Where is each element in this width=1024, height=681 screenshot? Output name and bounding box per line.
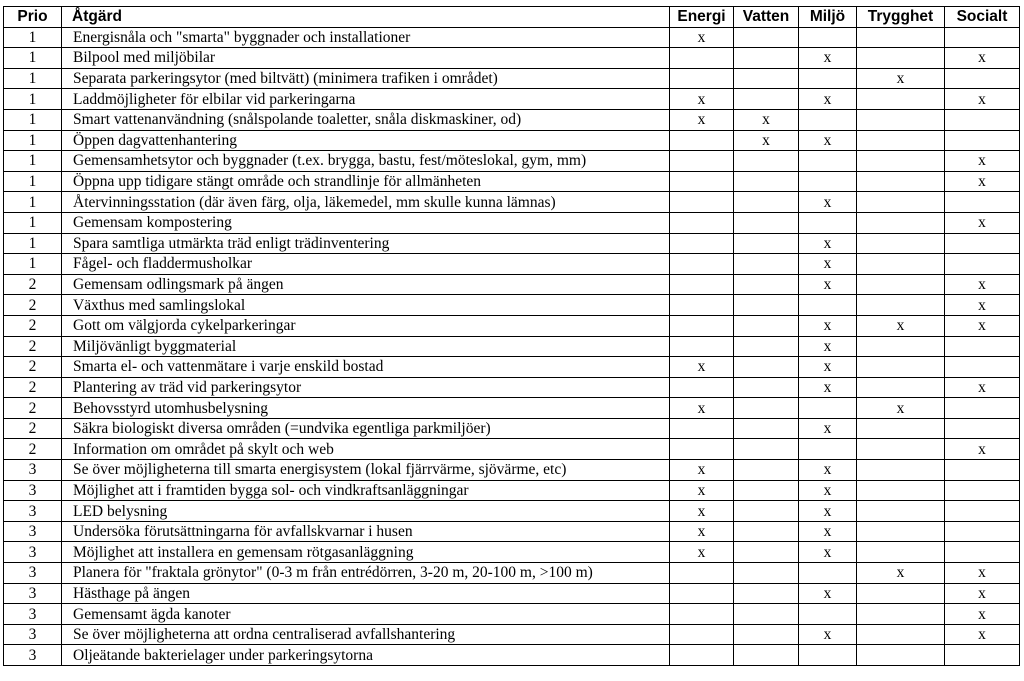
prio-cell: 1 xyxy=(4,171,62,192)
mark-cell-trygghet xyxy=(857,418,945,439)
mark-cell-miljo: x xyxy=(799,624,857,645)
mark-cell-miljo: x xyxy=(799,542,857,563)
mark-cell-trygghet xyxy=(857,254,945,275)
mark-cell-energi xyxy=(670,645,734,666)
table-row xyxy=(4,624,1020,645)
mark-cell-miljo xyxy=(799,398,857,419)
prio-cell: 3 xyxy=(4,624,62,645)
prio-cell: 3 xyxy=(4,521,62,542)
action-cell: Laddmöjligheter för elbilar vid parkeringarna xyxy=(62,89,670,110)
mark-cell-socialt xyxy=(945,109,1020,130)
mark-cell-energi: x xyxy=(670,89,734,110)
prio-cell: 3 xyxy=(4,645,62,666)
mark-cell-socialt: x xyxy=(945,171,1020,192)
mark-cell-trygghet xyxy=(857,233,945,254)
mark-cell-vatten xyxy=(734,604,799,625)
mark-cell-energi xyxy=(670,212,734,233)
mark-cell-trygghet xyxy=(857,171,945,192)
prio-cell: 1 xyxy=(4,68,62,89)
mark-cell-vatten xyxy=(734,315,799,336)
mark-cell-trygghet xyxy=(857,336,945,357)
prio-cell: 2 xyxy=(4,398,62,419)
header-row xyxy=(4,7,1020,28)
mark-cell-socialt: x xyxy=(945,89,1020,110)
mark-cell-energi xyxy=(670,130,734,151)
mark-cell-miljo xyxy=(799,68,857,89)
mark-cell-miljo xyxy=(799,604,857,625)
prio-cell: 3 xyxy=(4,542,62,563)
mark-cell-socialt: x xyxy=(945,563,1020,584)
mark-cell-trygghet xyxy=(857,583,945,604)
mark-cell-energi xyxy=(670,336,734,357)
table-row xyxy=(4,377,1020,398)
mark-cell-energi xyxy=(670,418,734,439)
table-row xyxy=(4,521,1020,542)
mark-cell-energi xyxy=(670,439,734,460)
mark-cell-energi xyxy=(670,68,734,89)
mark-cell-trygghet xyxy=(857,521,945,542)
action-cell: Gemensamhetsytor och byggnader (t.ex. brygga, bastu, fest/möteslokal, gym, mm) xyxy=(62,151,670,172)
mark-cell-miljo: x xyxy=(799,336,857,357)
action-cell: Återvinningsstation (där även färg, olja, läkemedel, mm skulle kunna lämnas) xyxy=(62,192,670,213)
action-cell: Möjlighet att installera en gemensam rötgasanläggning xyxy=(62,542,670,563)
mark-cell-trygghet xyxy=(857,151,945,172)
mark-cell-socialt xyxy=(945,542,1020,563)
prio-cell: 2 xyxy=(4,418,62,439)
mark-cell-energi xyxy=(670,254,734,275)
header-trygghet: Trygghet xyxy=(857,7,945,28)
table-row xyxy=(4,254,1020,275)
prio-cell: 1 xyxy=(4,254,62,275)
mark-cell-vatten: x xyxy=(734,130,799,151)
mark-cell-energi xyxy=(670,295,734,316)
mark-cell-socialt: x xyxy=(945,604,1020,625)
prio-cell: 1 xyxy=(4,151,62,172)
table-body xyxy=(4,27,1020,665)
table-row xyxy=(4,542,1020,563)
action-cell: Energisnåla och "smarta" byggnader och installationer xyxy=(62,27,670,48)
mark-cell-vatten xyxy=(734,563,799,584)
header-action: Åtgärd xyxy=(62,7,670,28)
mark-cell-socialt: x xyxy=(945,48,1020,69)
mark-cell-trygghet: x xyxy=(857,315,945,336)
mark-cell-vatten xyxy=(734,89,799,110)
mark-cell-socialt xyxy=(945,192,1020,213)
mark-cell-trygghet xyxy=(857,109,945,130)
header-energi: Energi xyxy=(670,7,734,28)
mark-cell-vatten xyxy=(734,398,799,419)
mark-cell-trygghet xyxy=(857,89,945,110)
mark-cell-miljo: x xyxy=(799,89,857,110)
mark-cell-socialt xyxy=(945,233,1020,254)
mark-cell-energi xyxy=(670,315,734,336)
mark-cell-vatten xyxy=(734,192,799,213)
prio-cell: 2 xyxy=(4,315,62,336)
table-row xyxy=(4,68,1020,89)
mark-cell-trygghet xyxy=(857,48,945,69)
table-row xyxy=(4,563,1020,584)
action-cell: Säkra biologiskt diversa områden (=undvika egentliga parkmiljöer) xyxy=(62,418,670,439)
action-cell: Se över möjligheterna att ordna centraliserad avfallshantering xyxy=(62,624,670,645)
action-cell: Smart vattenanvändning (snålspolande toaletter, snåla diskmaskiner, od) xyxy=(62,109,670,130)
action-cell: Gemensamt ägda kanoter xyxy=(62,604,670,625)
table-row xyxy=(4,439,1020,460)
mark-cell-energi: x xyxy=(670,109,734,130)
mark-cell-vatten xyxy=(734,501,799,522)
mark-cell-energi xyxy=(670,233,734,254)
mark-cell-socialt xyxy=(945,336,1020,357)
table-row xyxy=(4,460,1020,481)
mark-cell-vatten xyxy=(734,439,799,460)
mark-cell-miljo: x xyxy=(799,521,857,542)
mark-cell-energi xyxy=(670,563,734,584)
mark-cell-trygghet xyxy=(857,542,945,563)
mark-cell-miljo: x xyxy=(799,192,857,213)
action-cell: Öppna upp tidigare stängt område och strandlinje för allmänheten xyxy=(62,171,670,192)
mark-cell-energi xyxy=(670,48,734,69)
mark-cell-socialt xyxy=(945,460,1020,481)
table-row xyxy=(4,645,1020,666)
table-row xyxy=(4,501,1020,522)
table-row xyxy=(4,151,1020,172)
table-row xyxy=(4,418,1020,439)
mark-cell-vatten xyxy=(734,336,799,357)
table-row xyxy=(4,357,1020,378)
table-row xyxy=(4,398,1020,419)
mark-cell-miljo xyxy=(799,645,857,666)
mark-cell-energi: x xyxy=(670,398,734,419)
mark-cell-energi xyxy=(670,583,734,604)
table-row xyxy=(4,48,1020,69)
action-cell: Separata parkeringsytor (med biltvätt) (minimera trafiken i området) xyxy=(62,68,670,89)
mark-cell-socialt xyxy=(945,27,1020,48)
mark-cell-socialt: x xyxy=(945,295,1020,316)
mark-cell-socialt xyxy=(945,418,1020,439)
mark-cell-energi: x xyxy=(670,460,734,481)
prio-cell: 2 xyxy=(4,357,62,378)
prio-cell: 1 xyxy=(4,89,62,110)
table-row xyxy=(4,171,1020,192)
mark-cell-vatten xyxy=(734,171,799,192)
mark-cell-vatten xyxy=(734,274,799,295)
mark-cell-socialt: x xyxy=(945,151,1020,172)
action-cell: Gott om välgjorda cykelparkeringar xyxy=(62,315,670,336)
mark-cell-vatten xyxy=(734,521,799,542)
header-miljo: Miljö xyxy=(799,7,857,28)
mark-cell-miljo: x xyxy=(799,583,857,604)
prio-cell: 1 xyxy=(4,212,62,233)
mark-cell-miljo: x xyxy=(799,357,857,378)
action-cell: Smarta el- och vattenmätare i varje enskild bostad xyxy=(62,357,670,378)
mark-cell-vatten xyxy=(734,295,799,316)
mark-cell-vatten xyxy=(734,254,799,275)
mark-cell-vatten xyxy=(734,233,799,254)
table-row xyxy=(4,315,1020,336)
action-cell: Fågel- och fladdermusholkar xyxy=(62,254,670,275)
mark-cell-miljo xyxy=(799,295,857,316)
mark-cell-energi: x xyxy=(670,357,734,378)
mark-cell-vatten xyxy=(734,418,799,439)
mark-cell-trygghet xyxy=(857,274,945,295)
prio-cell: 3 xyxy=(4,583,62,604)
mark-cell-vatten xyxy=(734,645,799,666)
prio-cell: 1 xyxy=(4,109,62,130)
mark-cell-miljo: x xyxy=(799,460,857,481)
mark-cell-socialt xyxy=(945,501,1020,522)
mark-cell-trygghet xyxy=(857,295,945,316)
mark-cell-trygghet xyxy=(857,645,945,666)
mark-cell-socialt: x xyxy=(945,377,1020,398)
mark-cell-socialt xyxy=(945,398,1020,419)
action-cell: Plantering av träd vid parkeringsytor xyxy=(62,377,670,398)
mark-cell-vatten xyxy=(734,583,799,604)
mark-cell-vatten xyxy=(734,542,799,563)
mark-cell-trygghet: x xyxy=(857,563,945,584)
mark-cell-vatten: x xyxy=(734,109,799,130)
prio-cell: 1 xyxy=(4,130,62,151)
table-row xyxy=(4,233,1020,254)
mark-cell-vatten xyxy=(734,151,799,172)
mark-cell-energi: x xyxy=(670,480,734,501)
mark-cell-energi xyxy=(670,624,734,645)
mark-cell-miljo xyxy=(799,212,857,233)
mark-cell-vatten xyxy=(734,377,799,398)
mark-cell-energi xyxy=(670,151,734,172)
mark-cell-miljo xyxy=(799,151,857,172)
prio-cell: 3 xyxy=(4,604,62,625)
mark-cell-vatten xyxy=(734,357,799,378)
table-row xyxy=(4,89,1020,110)
mark-cell-energi xyxy=(670,171,734,192)
mark-cell-miljo: x xyxy=(799,48,857,69)
prio-cell: 2 xyxy=(4,377,62,398)
mark-cell-miljo: x xyxy=(799,418,857,439)
mark-cell-socialt xyxy=(945,480,1020,501)
table-row xyxy=(4,109,1020,130)
header-prio: Prio xyxy=(4,7,62,28)
mark-cell-vatten xyxy=(734,460,799,481)
mark-cell-miljo: x xyxy=(799,254,857,275)
mark-cell-trygghet xyxy=(857,480,945,501)
mark-cell-socialt: x xyxy=(945,583,1020,604)
prio-cell: 2 xyxy=(4,295,62,316)
mark-cell-trygghet: x xyxy=(857,68,945,89)
header-vatten: Vatten xyxy=(734,7,799,28)
mark-cell-trygghet xyxy=(857,130,945,151)
mark-cell-trygghet xyxy=(857,501,945,522)
priority-table xyxy=(3,6,1020,666)
prio-cell: 3 xyxy=(4,563,62,584)
table-row xyxy=(4,274,1020,295)
mark-cell-energi: x xyxy=(670,521,734,542)
action-cell: Bilpool med miljöbilar xyxy=(62,48,670,69)
mark-cell-trygghet xyxy=(857,212,945,233)
prio-cell: 1 xyxy=(4,233,62,254)
mark-cell-miljo xyxy=(799,27,857,48)
prio-cell: 3 xyxy=(4,480,62,501)
action-cell: Information om området på skylt och web xyxy=(62,439,670,460)
action-cell: Spara samtliga utmärkta träd enligt trädinventering xyxy=(62,233,670,254)
mark-cell-trygghet xyxy=(857,604,945,625)
mark-cell-miljo xyxy=(799,563,857,584)
mark-cell-energi xyxy=(670,377,734,398)
mark-cell-trygghet xyxy=(857,377,945,398)
table-row xyxy=(4,295,1020,316)
mark-cell-vatten xyxy=(734,480,799,501)
mark-cell-trygghet xyxy=(857,460,945,481)
action-cell: Se över möjligheterna till smarta energisystem (lokal fjärrvärme, sjövärme, etc) xyxy=(62,460,670,481)
mark-cell-vatten xyxy=(734,48,799,69)
mark-cell-socialt xyxy=(945,521,1020,542)
prio-cell: 2 xyxy=(4,439,62,460)
mark-cell-miljo: x xyxy=(799,315,857,336)
table-row xyxy=(4,130,1020,151)
prio-cell: 2 xyxy=(4,336,62,357)
mark-cell-socialt: x xyxy=(945,212,1020,233)
action-cell: LED belysning xyxy=(62,501,670,522)
mark-cell-trygghet xyxy=(857,192,945,213)
action-cell: Behovsstyrd utomhusbelysning xyxy=(62,398,670,419)
table-row xyxy=(4,192,1020,213)
mark-cell-socialt: x xyxy=(945,439,1020,460)
mark-cell-energi: x xyxy=(670,501,734,522)
mark-cell-miljo: x xyxy=(799,480,857,501)
mark-cell-socialt xyxy=(945,254,1020,275)
table-row xyxy=(4,604,1020,625)
prio-cell: 1 xyxy=(4,192,62,213)
mark-cell-miljo: x xyxy=(799,233,857,254)
mark-cell-miljo: x xyxy=(799,130,857,151)
table-row xyxy=(4,583,1020,604)
mark-cell-energi xyxy=(670,192,734,213)
mark-cell-trygghet xyxy=(857,27,945,48)
mark-cell-miljo xyxy=(799,109,857,130)
mark-cell-trygghet xyxy=(857,624,945,645)
mark-cell-socialt xyxy=(945,68,1020,89)
table-row xyxy=(4,336,1020,357)
mark-cell-socialt: x xyxy=(945,274,1020,295)
mark-cell-vatten xyxy=(734,624,799,645)
mark-cell-vatten xyxy=(734,212,799,233)
action-cell: Oljeätande bakterielager under parkeringsytorna xyxy=(62,645,670,666)
mark-cell-socialt: x xyxy=(945,624,1020,645)
mark-cell-trygghet: x xyxy=(857,398,945,419)
action-cell: Hästhage på ängen xyxy=(62,583,670,604)
mark-cell-miljo: x xyxy=(799,377,857,398)
mark-cell-vatten xyxy=(734,68,799,89)
table-row xyxy=(4,480,1020,501)
header-socialt: Socialt xyxy=(945,7,1020,28)
mark-cell-socialt: x xyxy=(945,315,1020,336)
action-cell: Undersöka förutsättningarna för avfallskvarnar i husen xyxy=(62,521,670,542)
mark-cell-socialt xyxy=(945,130,1020,151)
mark-cell-miljo: x xyxy=(799,501,857,522)
mark-cell-energi xyxy=(670,604,734,625)
table-row xyxy=(4,212,1020,233)
mark-cell-trygghet xyxy=(857,439,945,460)
mark-cell-miljo xyxy=(799,171,857,192)
prio-cell: 1 xyxy=(4,48,62,69)
mark-cell-miljo: x xyxy=(799,274,857,295)
mark-cell-energi xyxy=(670,274,734,295)
mark-cell-energi: x xyxy=(670,27,734,48)
prio-cell: 3 xyxy=(4,501,62,522)
mark-cell-trygghet xyxy=(857,357,945,378)
action-cell: Miljövänligt byggmaterial xyxy=(62,336,670,357)
mark-cell-socialt xyxy=(945,645,1020,666)
mark-cell-miljo xyxy=(799,439,857,460)
prio-cell: 1 xyxy=(4,27,62,48)
mark-cell-energi: x xyxy=(670,542,734,563)
mark-cell-socialt xyxy=(945,357,1020,378)
table-row xyxy=(4,27,1020,48)
prio-cell: 3 xyxy=(4,460,62,481)
action-cell: Öppen dagvattenhantering xyxy=(62,130,670,151)
mark-cell-vatten xyxy=(734,27,799,48)
action-cell: Gemensam odlingsmark på ängen xyxy=(62,274,670,295)
prio-cell: 2 xyxy=(4,274,62,295)
action-cell: Planera för "fraktala grönytor" (0-3 m från entrédörren, 3-20 m, 20-100 m, >100 m) xyxy=(62,563,670,584)
action-cell: Gemensam kompostering xyxy=(62,212,670,233)
action-cell: Växthus med samlingslokal xyxy=(62,295,670,316)
action-cell: Möjlighet att i framtiden bygga sol- och vindkraftsanläggningar xyxy=(62,480,670,501)
